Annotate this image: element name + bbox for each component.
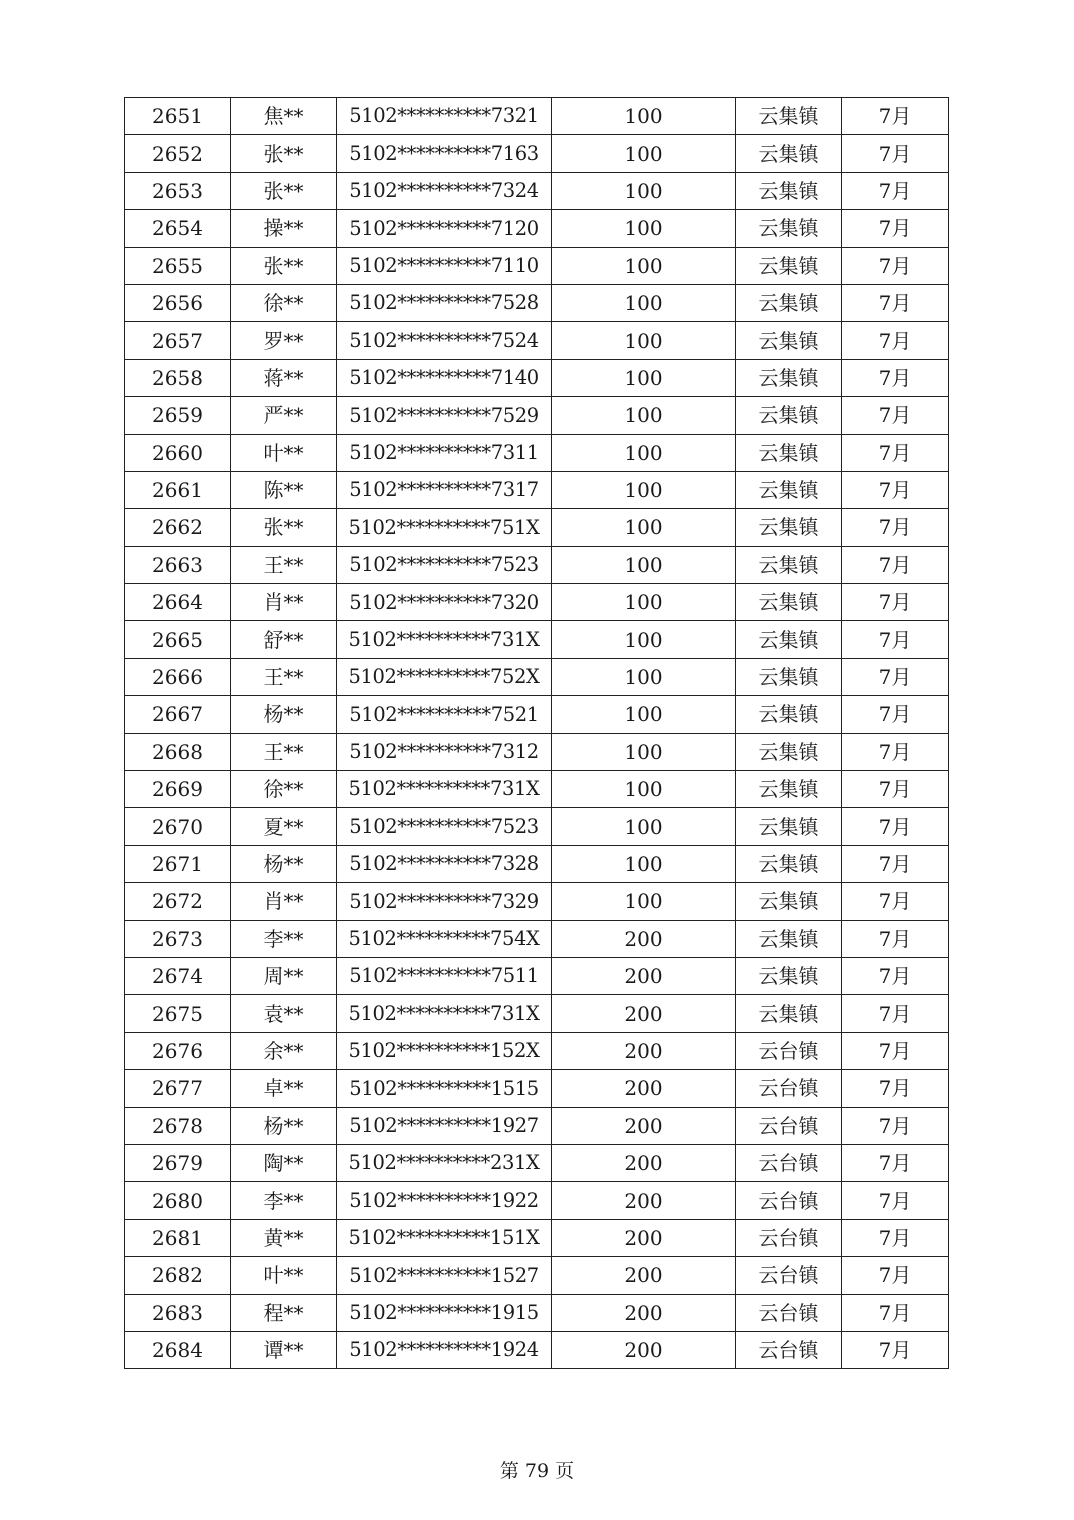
table-row [125,322,949,359]
id-number-cell: 5102**********151X [337,1219,552,1256]
town-cell: 云台镇 [736,1219,842,1256]
table-row [125,434,949,471]
month-cell: 7月 [842,546,949,583]
id-number-cell: 5102**********7321 [337,98,552,135]
month-cell: 7月 [842,1107,949,1144]
month-cell: 7月 [842,1070,949,1107]
amount-cell: 100 [552,733,736,770]
amount-cell: 200 [552,1219,736,1256]
amount-cell: 200 [552,1144,736,1181]
table-row [125,98,949,135]
amount-cell: 100 [552,696,736,733]
amount-cell: 100 [552,621,736,658]
month-cell: 7月 [842,1331,949,1368]
amount-cell: 200 [552,1182,736,1219]
id-number-cell: 5102**********731X [337,771,552,808]
serial-number-cell: 2672 [125,883,231,920]
table-row [125,172,949,209]
page-number: 第 79 页 [499,1460,575,1482]
amount-cell: 100 [552,771,736,808]
table-row [125,658,949,695]
name-cell: 陶** [231,1144,337,1181]
name-cell: 谭** [231,1331,337,1368]
name-cell: 严** [231,397,337,434]
name-cell: 程** [231,1294,337,1331]
town-cell: 云台镇 [736,1107,842,1144]
id-number-cell: 5102**********7320 [337,584,552,621]
town-cell: 云台镇 [736,1257,842,1294]
id-number-cell: 5102**********7140 [337,359,552,396]
table-row [125,359,949,396]
serial-number-cell: 2673 [125,920,231,957]
town-cell: 云集镇 [736,172,842,209]
serial-number-cell: 2651 [125,98,231,135]
table-row [125,210,949,247]
town-cell: 云集镇 [736,771,842,808]
amount-cell: 200 [552,1294,736,1331]
table-row [125,1219,949,1256]
town-cell: 云集镇 [736,995,842,1032]
month-cell: 7月 [842,1294,949,1331]
amount-cell: 100 [552,247,736,284]
table-row [125,920,949,957]
table-row [125,1107,949,1144]
serial-number-cell: 2657 [125,322,231,359]
amount-cell: 200 [552,1032,736,1069]
id-number-cell: 5102**********751X [337,509,552,546]
name-cell: 卓** [231,1070,337,1107]
id-number-cell: 5102**********7110 [337,247,552,284]
id-number-cell: 5102**********152X [337,1032,552,1069]
month-cell: 7月 [842,434,949,471]
amount-cell: 200 [552,995,736,1032]
name-cell: 徐** [231,771,337,808]
serial-number-cell: 2662 [125,509,231,546]
serial-number-cell: 2675 [125,995,231,1032]
table-row [125,808,949,845]
amount-cell: 200 [552,1257,736,1294]
serial-number-cell: 2655 [125,247,231,284]
town-cell: 云集镇 [736,546,842,583]
amount-cell: 200 [552,1070,736,1107]
name-cell: 王** [231,733,337,770]
serial-number-cell: 2652 [125,135,231,172]
serial-number-cell: 2680 [125,1182,231,1219]
id-number-cell: 5102**********7528 [337,284,552,321]
table-row [125,995,949,1032]
month-cell: 7月 [842,771,949,808]
name-cell: 张** [231,247,337,284]
amount-cell: 100 [552,135,736,172]
id-number-cell: 5102**********731X [337,621,552,658]
name-cell: 杨** [231,1107,337,1144]
month-cell: 7月 [842,471,949,508]
month-cell: 7月 [842,397,949,434]
record-table-body [125,98,949,1369]
serial-number-cell: 2654 [125,210,231,247]
amount-cell: 100 [552,658,736,695]
town-cell: 云集镇 [736,584,842,621]
name-cell: 肖** [231,883,337,920]
id-number-cell: 5102**********7524 [337,322,552,359]
town-cell: 云集镇 [736,322,842,359]
serial-number-cell: 2684 [125,1331,231,1368]
month-cell: 7月 [842,845,949,882]
name-cell: 徐** [231,284,337,321]
amount-cell: 200 [552,1107,736,1144]
table-row [125,883,949,920]
amount-cell: 100 [552,98,736,135]
town-cell: 云集镇 [736,434,842,471]
amount-cell: 100 [552,397,736,434]
town-cell: 云集镇 [736,696,842,733]
table-row [125,957,949,994]
serial-number-cell: 2666 [125,658,231,695]
id-number-cell: 5102**********7529 [337,397,552,434]
month-cell: 7月 [842,322,949,359]
id-number-cell: 5102**********7523 [337,808,552,845]
id-number-cell: 5102**********1527 [337,1257,552,1294]
id-number-cell: 5102**********7312 [337,733,552,770]
table-row [125,1144,949,1181]
month-cell: 7月 [842,172,949,209]
id-number-cell: 5102**********7523 [337,546,552,583]
town-cell: 云集镇 [736,135,842,172]
serial-number-cell: 2669 [125,771,231,808]
amount-cell: 100 [552,210,736,247]
amount-cell: 100 [552,808,736,845]
name-cell: 王** [231,658,337,695]
month-cell: 7月 [842,247,949,284]
id-number-cell: 5102**********7120 [337,210,552,247]
name-cell: 叶** [231,1257,337,1294]
month-cell: 7月 [842,210,949,247]
id-number-cell: 5102**********7311 [337,434,552,471]
town-cell: 云集镇 [736,247,842,284]
amount-cell: 100 [552,546,736,583]
serial-number-cell: 2663 [125,546,231,583]
table-row [125,471,949,508]
table-row [125,1182,949,1219]
amount-cell: 100 [552,172,736,209]
month-cell: 7月 [842,658,949,695]
id-number-cell: 5102**********7317 [337,471,552,508]
town-cell: 云集镇 [736,733,842,770]
name-cell: 张** [231,509,337,546]
name-cell: 陈** [231,471,337,508]
table-row [125,247,949,284]
serial-number-cell: 2661 [125,471,231,508]
serial-number-cell: 2683 [125,1294,231,1331]
id-number-cell: 5102**********7521 [337,696,552,733]
serial-number-cell: 2681 [125,1219,231,1256]
town-cell: 云台镇 [736,1070,842,1107]
name-cell: 张** [231,172,337,209]
amount-cell: 100 [552,284,736,321]
id-number-cell: 5102**********7328 [337,845,552,882]
amount-cell: 100 [552,359,736,396]
serial-number-cell: 2658 [125,359,231,396]
serial-number-cell: 2674 [125,957,231,994]
month-cell: 7月 [842,98,949,135]
name-cell: 叶** [231,434,337,471]
month-cell: 7月 [842,584,949,621]
serial-number-cell: 2671 [125,845,231,882]
month-cell: 7月 [842,621,949,658]
table-row [125,584,949,621]
amount-cell: 100 [552,883,736,920]
town-cell: 云台镇 [736,1032,842,1069]
table-row [125,135,949,172]
amount-cell: 100 [552,322,736,359]
month-cell: 7月 [842,957,949,994]
name-cell: 蒋** [231,359,337,396]
name-cell: 王** [231,546,337,583]
town-cell: 云台镇 [736,1331,842,1368]
serial-number-cell: 2682 [125,1257,231,1294]
town-cell: 云集镇 [736,808,842,845]
id-number-cell: 5102**********7511 [337,957,552,994]
month-cell: 7月 [842,696,949,733]
month-cell: 7月 [842,883,949,920]
month-cell: 7月 [842,1182,949,1219]
name-cell: 余** [231,1032,337,1069]
table-row [125,621,949,658]
table-row [125,733,949,770]
name-cell: 焦** [231,98,337,135]
table-row [125,1070,949,1107]
amount-cell: 100 [552,584,736,621]
id-number-cell: 5102**********231X [337,1144,552,1181]
id-number-cell: 5102**********1515 [337,1070,552,1107]
month-cell: 7月 [842,359,949,396]
town-cell: 云集镇 [736,210,842,247]
name-cell: 袁** [231,995,337,1032]
id-number-cell: 5102**********754X [337,920,552,957]
table-row [125,284,949,321]
serial-number-cell: 2667 [125,696,231,733]
serial-number-cell: 2677 [125,1070,231,1107]
month-cell: 7月 [842,284,949,321]
table-row [125,546,949,583]
id-number-cell: 5102**********1924 [337,1331,552,1368]
id-number-cell: 5102**********1915 [337,1294,552,1331]
serial-number-cell: 2676 [125,1032,231,1069]
town-cell: 云集镇 [736,957,842,994]
id-number-cell: 5102**********1927 [337,1107,552,1144]
table-row [125,696,949,733]
month-cell: 7月 [842,1219,949,1256]
town-cell: 云集镇 [736,98,842,135]
town-cell: 云集镇 [736,621,842,658]
name-cell: 舒** [231,621,337,658]
table-row [125,845,949,882]
town-cell: 云集镇 [736,658,842,695]
month-cell: 7月 [842,920,949,957]
town-cell: 云集镇 [736,397,842,434]
town-cell: 云集镇 [736,883,842,920]
serial-number-cell: 2678 [125,1107,231,1144]
amount-cell: 200 [552,1331,736,1368]
name-cell: 李** [231,1182,337,1219]
month-cell: 7月 [842,995,949,1032]
amount-cell: 100 [552,509,736,546]
table-row [125,397,949,434]
month-cell: 7月 [842,509,949,546]
record-table [124,97,949,1369]
serial-number-cell: 2670 [125,808,231,845]
id-number-cell: 5102**********7163 [337,135,552,172]
table-row [125,1257,949,1294]
name-cell: 操** [231,210,337,247]
name-cell: 杨** [231,696,337,733]
town-cell: 云集镇 [736,509,842,546]
table-row [125,1331,949,1368]
amount-cell: 100 [552,471,736,508]
month-cell: 7月 [842,808,949,845]
name-cell: 夏** [231,808,337,845]
amount-cell: 100 [552,845,736,882]
month-cell: 7月 [842,733,949,770]
amount-cell: 200 [552,920,736,957]
name-cell: 张** [231,135,337,172]
id-number-cell: 5102**********7329 [337,883,552,920]
amount-cell: 100 [552,434,736,471]
name-cell: 罗** [231,322,337,359]
id-number-cell: 5102**********731X [337,995,552,1032]
table-row [125,1032,949,1069]
table-row [125,1294,949,1331]
amount-cell: 200 [552,957,736,994]
town-cell: 云集镇 [736,284,842,321]
name-cell: 肖** [231,584,337,621]
town-cell: 云台镇 [736,1294,842,1331]
serial-number-cell: 2668 [125,733,231,770]
month-cell: 7月 [842,1144,949,1181]
month-cell: 7月 [842,135,949,172]
town-cell: 云台镇 [736,1182,842,1219]
serial-number-cell: 2660 [125,434,231,471]
name-cell: 黄** [231,1219,337,1256]
serial-number-cell: 2659 [125,397,231,434]
table-row [125,771,949,808]
town-cell: 云集镇 [736,359,842,396]
id-number-cell: 5102**********1922 [337,1182,552,1219]
town-cell: 云集镇 [736,471,842,508]
id-number-cell: 5102**********7324 [337,172,552,209]
table-row [125,509,949,546]
name-cell: 李** [231,920,337,957]
month-cell: 7月 [842,1032,949,1069]
town-cell: 云集镇 [736,920,842,957]
town-cell: 云集镇 [736,845,842,882]
serial-number-cell: 2656 [125,284,231,321]
serial-number-cell: 2653 [125,172,231,209]
name-cell: 杨** [231,845,337,882]
serial-number-cell: 2679 [125,1144,231,1181]
id-number-cell: 5102**********752X [337,658,552,695]
serial-number-cell: 2664 [125,584,231,621]
name-cell: 周** [231,957,337,994]
town-cell: 云台镇 [736,1144,842,1181]
serial-number-cell: 2665 [125,621,231,658]
month-cell: 7月 [842,1257,949,1294]
